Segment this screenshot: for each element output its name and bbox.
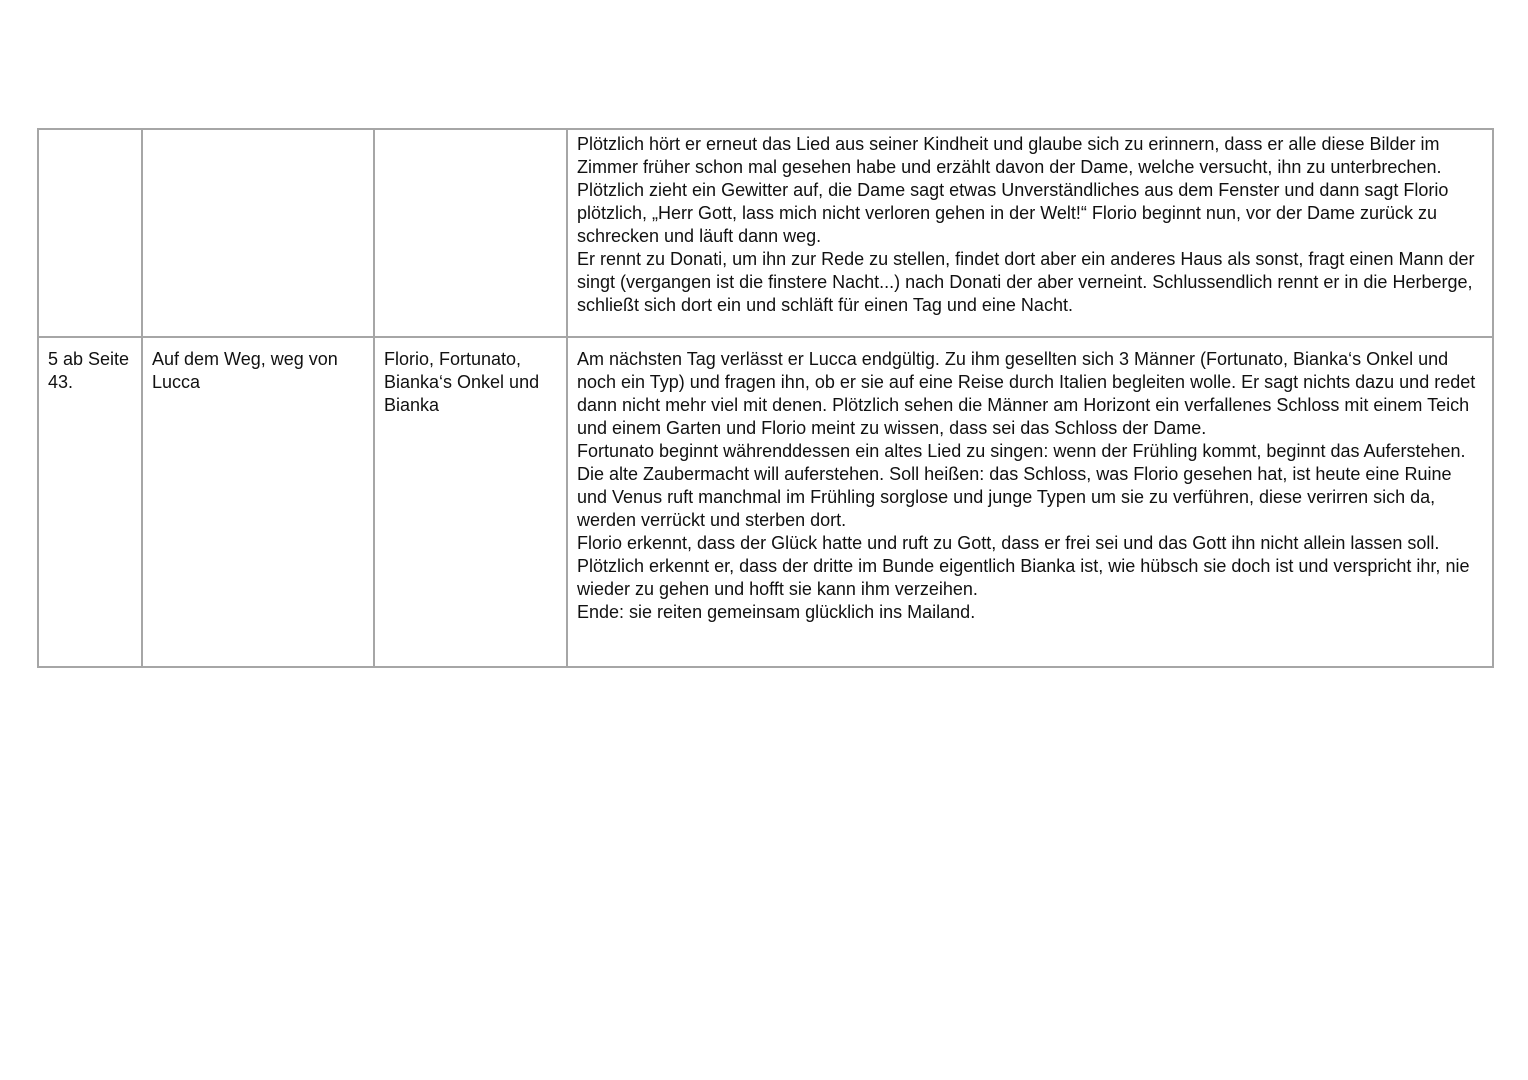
summary-paragraph: Am nächsten Tag verlässt er Lucca endgültig. Zu ihm gesellten sich 3 Männer (Fortunato, Bianka‘s Onkel und noch ein Typ) und fragen ihn, ob er sie auf eine Reise durch Italien begleiten wolle. Er sagt nichts dazu und redet dann nicht mehr viel mit denen. Plötzlich sehen die Männer am Horizont ein verfallenes Schloss mit einem Teich und einem Garten und Florio meint zu wissen, dass sei das Schloss der Dame. [577, 349, 1476, 438]
table-row [38, 129, 1493, 337]
summary-paragraph: Florio erkennt, dass der Glück hatte und ruft zu Gott, dass er frei sei und das Gott ihn nicht allein lassen soll. Plötzlich erkennt er, dass der dritte im Bunde eigentlich Bianka ist, wie hübsch sie doch ist und verspricht ihr, nie wieder zu gehen und hofft sie kann ihm verzeihen. [577, 533, 1470, 599]
table-row [38, 337, 1493, 667]
summary-paragraph: Plötzlich hört er erneut das Lied aus seiner Kindheit und glaube sich zu erinnern, dass er alle diese Bilder im Zimmer früher schon mal gesehen habe und erzählt davon der Dame, welche versucht, ihn zu unterbrechen. Plötzlich zieht ein Gewitter auf, die Dame sagt etwas Unverständliches aus dem Fenster und dann sagt Florio plötzlich, „Herr Gott, lass mich nicht verloren gehen in der Welt!“ Florio beginnt nun, vor der Dame zurück zu schrecken und läuft dann weg. [577, 134, 1449, 246]
summary-paragraph: Fortunato beginnt währenddessen ein altes Lied zu singen: wenn der Frühling kommt, beginnt das Auferstehen. Die alte Zaubermacht will auferstehen. Soll heißen: das Schloss, was Florio gesehen hat, ist heute eine Ruine und Venus ruft manchmal im Frühling sorglose und junge Typen um sie zu verführen, diese verirren sich da, werden verrückt und sterben dort. [577, 441, 1466, 530]
summary-paragraph: Ende: sie reiten gemeinsam glücklich ins Mailand. [577, 602, 976, 622]
chapter-cell [38, 129, 142, 337]
summary-table [37, 128, 1494, 668]
location-cell: Auf dem Weg, weg von Lucca [142, 337, 374, 667]
characters-cell [374, 129, 567, 337]
location-cell [142, 129, 374, 337]
summary-paragraph: Er rennt zu Donati, um ihn zur Rede zu stellen, findet dort aber ein anderes Haus als sonst, fragt einen Mann der singt (vergangen ist die finstere Nacht...) nach Donati der aber verneint. Schlussendlich rennt er in die Herberge, schließt sich dort ein und schläft für einen Tag und eine Nacht. [577, 249, 1475, 315]
summary-cell [567, 337, 1493, 667]
chapter-cell: 5 ab Seite 43. [38, 337, 142, 667]
characters-cell: Florio, Fortunato, Bianka‘s Onkel und Bianka [374, 337, 567, 667]
summary-cell [567, 129, 1493, 337]
